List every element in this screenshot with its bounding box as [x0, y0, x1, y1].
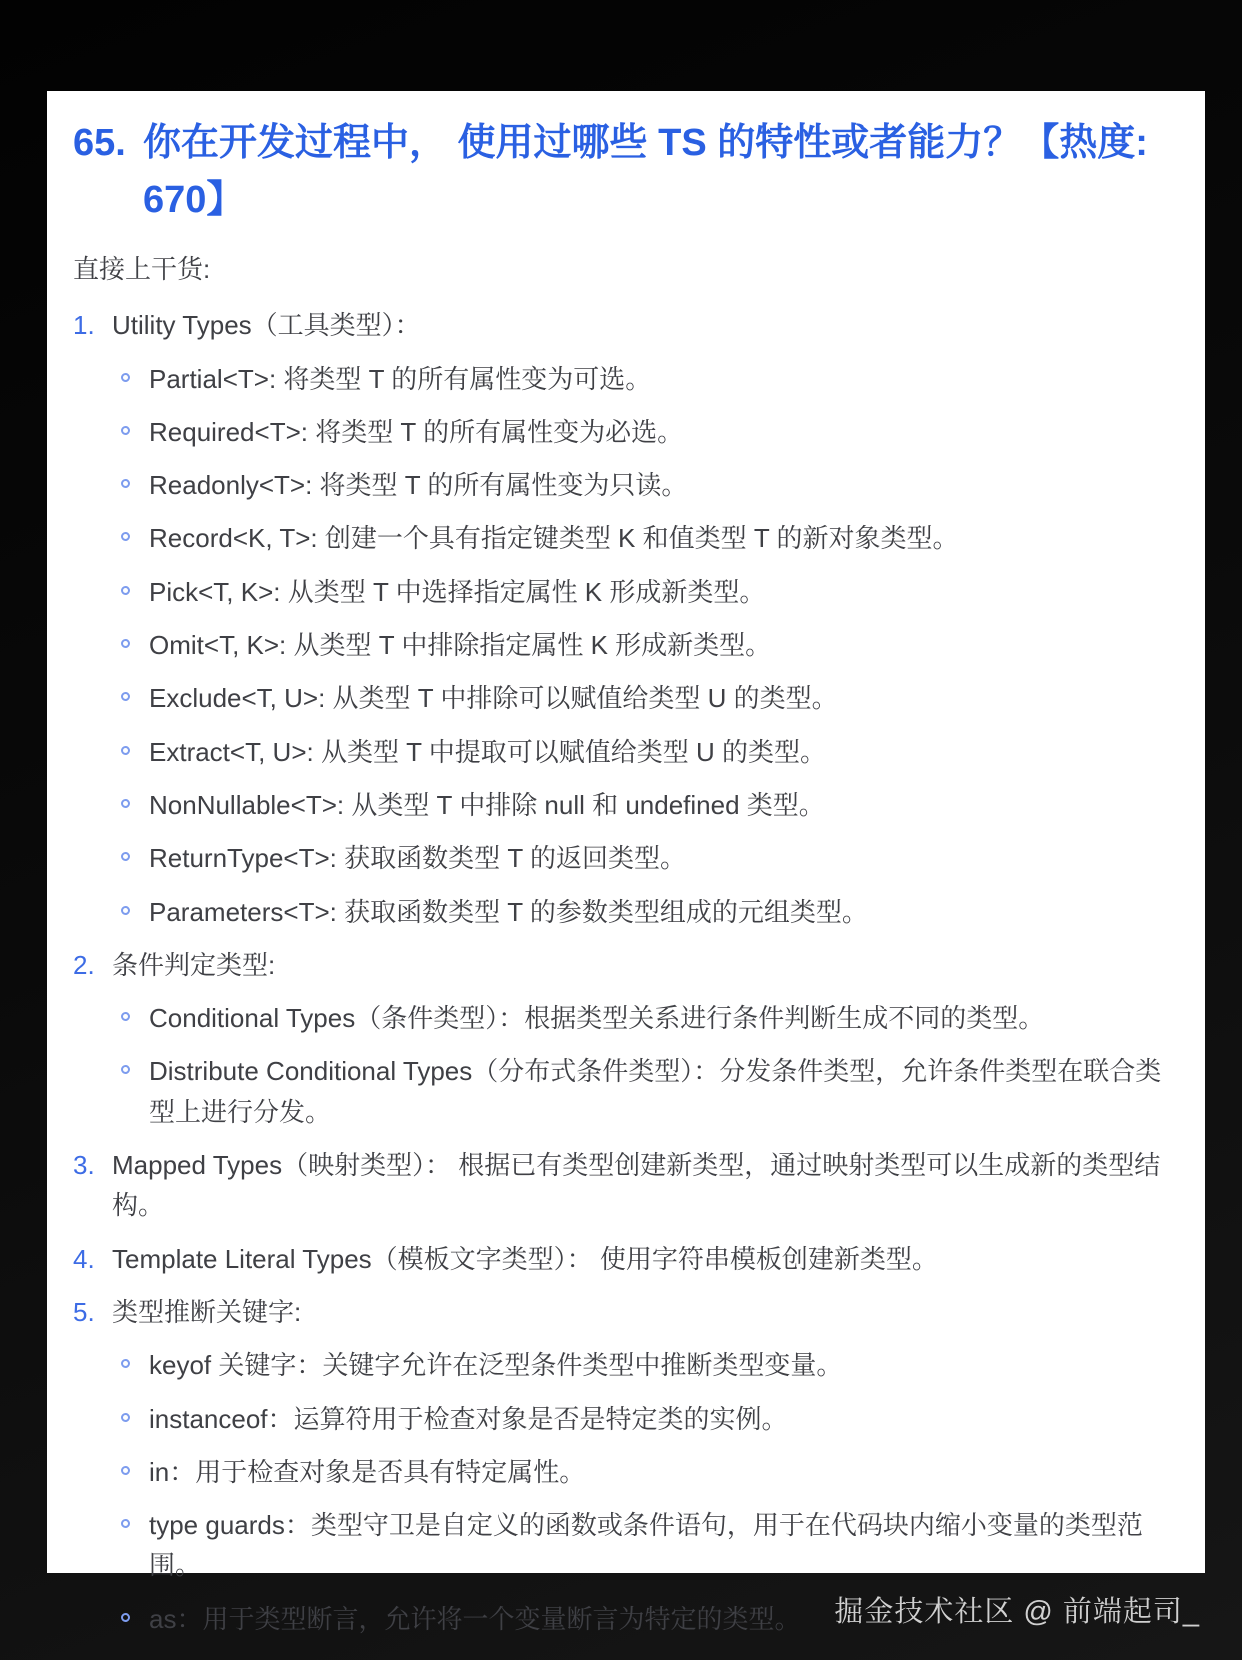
sub-item-text: Partial<T>: 将类型 T 的所有属性变为可选。 [149, 363, 652, 394]
item-label: Mapped Types（映射类型）： 根据已有类型创建新类型，通过映射类型可以生成新的类型结构。 [112, 1150, 1161, 1221]
sub-item [121, 892, 1179, 932]
sub-item-text: as：用于类型断言，允许将一个变量断言为特定的类型。 [149, 1603, 801, 1634]
sub-item-text: type guards：类型守卫是自定义的函数或条件语句，用于在代码块内缩小变量的类型范围。 [149, 1510, 1143, 1581]
sub-list [73, 998, 1179, 1132]
question-title-text: 你在开发过程中， 使用过哪些 TS 的特性或者能力？【热度: 670】 [143, 122, 1148, 221]
list-item-row [73, 1292, 1179, 1332]
sub-item-text: ReturnType<T>: 获取函数类型 T 的返回类型。 [149, 843, 686, 874]
question-number: 65. [73, 122, 126, 164]
sub-item [121, 1399, 1179, 1439]
sub-item-text: Distribute Conditional Types（分布式条件类型）：分发条件类型，允许条件类型在联合类型上进行分发。 [149, 1056, 1162, 1127]
bullet-icon [121, 586, 130, 595]
sub-item-text: instanceof：运算符用于检查对象是否是特定类的实例。 [149, 1403, 788, 1434]
item-label: Template Literal Types（模板文字类型）： 使用字符串模板创建新类型。 [112, 1243, 938, 1274]
sub-item-text: Parameters<T>: 获取函数类型 T 的参数类型组成的元组类型。 [149, 896, 868, 927]
sub-item [121, 732, 1179, 772]
item-number: 5. [73, 1296, 95, 1327]
sub-item [121, 412, 1179, 452]
sub-item [121, 785, 1179, 825]
item-label: Utility Types（工具类型）： [112, 310, 421, 341]
sub-item-text: NonNullable<T>: 从类型 T 中排除 null 和 undefined 类型。 [149, 789, 825, 820]
item-number: 3. [73, 1150, 95, 1181]
list-item-utility-types [73, 305, 1179, 932]
sub-item [121, 465, 1179, 505]
item-label: 类型推断关键字: [112, 1296, 302, 1327]
question-title [73, 115, 1179, 229]
bullet-icon [121, 1466, 130, 1475]
list-item-row [73, 945, 1179, 985]
sub-item [121, 678, 1179, 718]
bullet-icon [121, 532, 130, 541]
list-item-conditional-types [73, 945, 1179, 1132]
sub-item-text: Extract<T, U>: 从类型 T 中提取可以赋值给类型 U 的类型。 [149, 736, 827, 767]
sub-item-text: Pick<T, K>: 从类型 T 中选择指定属性 K 形成新类型。 [149, 576, 766, 607]
bullet-icon [121, 479, 130, 488]
list-item-type-inference-keywords [73, 1292, 1179, 1639]
sub-item-text: Required<T>: 将类型 T 的所有属性变为必选。 [149, 416, 684, 447]
list-item-template-literal-types [73, 1239, 1179, 1279]
item-number: 4. [73, 1243, 95, 1274]
sub-item-text: keyof 关键字：关键字允许在泛型条件类型中推断类型变量。 [149, 1350, 843, 1381]
item-number: 1. [73, 310, 95, 341]
sub-item [121, 359, 1179, 399]
bullet-icon [121, 799, 130, 808]
bullet-icon [121, 1359, 130, 1368]
bullet-icon [121, 1613, 130, 1622]
bullet-icon [121, 692, 130, 701]
sub-item [121, 1345, 1179, 1385]
sub-item [121, 625, 1179, 665]
bullet-icon [121, 1012, 130, 1021]
list-item-row [73, 305, 1179, 345]
sub-item [121, 1505, 1179, 1586]
sub-item [121, 518, 1179, 558]
sub-item-text: Readonly<T>: 将类型 T 的所有属性变为只读。 [149, 470, 688, 501]
sub-item-text: Record<K, T>: 创建一个具有指定键类型 K 和值类型 T 的新对象类型。 [149, 523, 959, 554]
bullet-icon [121, 639, 130, 648]
bullet-icon [121, 1519, 130, 1528]
bullet-icon [121, 906, 130, 915]
bullet-icon [121, 426, 130, 435]
sub-item [121, 572, 1179, 612]
bullet-icon [121, 746, 130, 755]
sub-item-text: Conditional Types（条件类型）：根据类型关系进行条件判断生成不同的类型。 [149, 1003, 1045, 1034]
sub-item-text: Omit<T, K>: 从类型 T 中排除指定属性 K 形成新类型。 [149, 630, 772, 661]
list-item-mapped-types [73, 1145, 1179, 1226]
sub-item [121, 838, 1179, 878]
list-item-row [73, 1145, 1179, 1226]
sub-item [121, 1051, 1179, 1132]
watermark [834, 1589, 1200, 1630]
list-item-row [73, 1239, 1179, 1279]
sub-item [121, 998, 1179, 1038]
item-number: 2. [73, 949, 95, 980]
bullet-icon [121, 1065, 130, 1074]
sub-item-text: Exclude<T, U>: 从类型 T 中排除可以赋值给类型 U 的类型。 [149, 683, 838, 714]
watermark-text: 掘金技术社区 @ 前端起司_ [834, 1596, 1200, 1628]
intro-text: 直接上干货: [73, 254, 211, 284]
sub-item [121, 1452, 1179, 1492]
sub-item-text: in：用于检查对象是否具有特定属性。 [149, 1456, 586, 1487]
bullet-icon [121, 373, 130, 382]
sub-list [73, 359, 1179, 932]
bullet-icon [121, 1413, 130, 1422]
bullet-icon [121, 852, 130, 861]
item-label: 条件判定类型: [112, 949, 276, 980]
feature-list [73, 305, 1179, 1639]
